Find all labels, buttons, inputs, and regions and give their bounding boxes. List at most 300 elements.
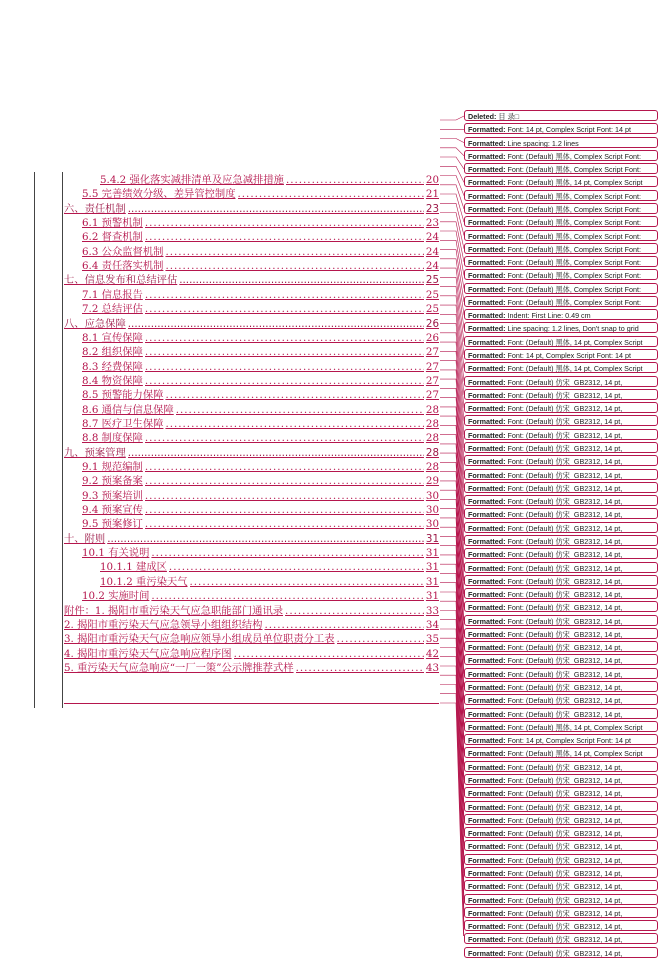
balloon-text: Font: (Default) 仿宋_GB2312, 14 pt, bbox=[507, 815, 623, 825]
toc-leader-dots bbox=[145, 332, 424, 344]
balloon-text: Font: (Default) 仿宋_GB2312, 14 pt, bbox=[507, 776, 623, 785]
balloon-label: Formatted: bbox=[468, 377, 506, 387]
balloon-text: Font: (Default) 仿宋_GB2312, 14 pt, bbox=[507, 802, 623, 812]
balloon-text: Line spacing: 1.2 lines bbox=[507, 138, 579, 148]
balloon-text: Font: (Default) 黑体, Complex Script Font: bbox=[507, 231, 641, 241]
toc-leader-dots bbox=[145, 289, 424, 301]
revision-balloon[interactable] bbox=[464, 681, 658, 692]
toc-entry-title: 8.3 经费保障 bbox=[82, 360, 143, 373]
revision-balloon[interactable] bbox=[464, 721, 658, 732]
balloon-text: Font: (Default) 仿宋_GB2312, 14 pt, bbox=[507, 603, 623, 613]
balloon-text: Font: (Default) 仿宋_GB2312, 14 pt, bbox=[507, 922, 623, 932]
toc-entry-page: 31 bbox=[425, 575, 439, 588]
balloon-text: Font: (Default) 仿宋_GB2312, 14 pt, bbox=[507, 683, 623, 693]
revision-end-line bbox=[64, 703, 439, 704]
toc-leader-dots bbox=[145, 231, 424, 243]
toc-entry[interactable] bbox=[64, 402, 439, 416]
revision-balloon[interactable] bbox=[464, 867, 658, 878]
revision-balloon[interactable] bbox=[464, 801, 658, 812]
revision-balloon[interactable] bbox=[464, 920, 658, 931]
balloon-text: Font: (Default) 仿宋_GB2312, 14 pt, bbox=[507, 430, 623, 440]
revision-balloon[interactable] bbox=[464, 442, 658, 453]
balloon-label: Formatted: bbox=[468, 497, 506, 507]
balloon-label: Formatted: bbox=[468, 590, 506, 600]
toc-entry[interactable] bbox=[64, 359, 439, 373]
revision-balloon[interactable] bbox=[464, 854, 658, 865]
toc-leader-dots bbox=[234, 648, 424, 660]
toc-entry-title: 8.4 物资保障 bbox=[82, 374, 143, 387]
revision-balloon[interactable] bbox=[464, 907, 658, 918]
toc-entry-title: 十、附则 bbox=[64, 532, 106, 545]
balloon-text: Font: (Default) 仿宋_GB2312, 14 pt, bbox=[507, 590, 623, 600]
revision-balloon[interactable] bbox=[464, 827, 658, 838]
revision-balloon[interactable] bbox=[464, 163, 658, 174]
balloon-label: Formatted: bbox=[468, 563, 506, 573]
toc-entry[interactable] bbox=[64, 459, 439, 473]
balloon-text: Font: (Default) 黑体, Complex Script Font: bbox=[507, 244, 641, 254]
toc-entry-page: 24 bbox=[425, 231, 439, 244]
toc-entry-page: 23 bbox=[425, 202, 439, 215]
toc-entry-title: 9.2 预案备案 bbox=[82, 475, 143, 488]
toc-entry[interactable] bbox=[64, 272, 439, 286]
toc-entry-page: 35 bbox=[425, 633, 439, 646]
balloon-label: Formatted: bbox=[468, 483, 506, 493]
balloon-text: Font: (Default) 仿宋_GB2312, 14 pt, bbox=[507, 855, 623, 865]
revision-balloon[interactable] bbox=[464, 615, 658, 626]
toc-entry-title: 5.4.2 强化落实减排清单及应急减排措施 bbox=[100, 174, 284, 186]
toc-leader-dots bbox=[285, 605, 424, 617]
revision-balloon[interactable] bbox=[464, 814, 658, 825]
toc-entry-title: 8.7 医疗卫生保障 bbox=[82, 417, 164, 430]
balloon-text: Font: (Default) 黑体, 14 pt, Complex Script bbox=[507, 178, 643, 188]
revision-balloon[interactable] bbox=[464, 894, 658, 905]
balloon-text: Font: (Default) 仿宋_GB2312, 14 pt, bbox=[507, 643, 623, 653]
revision-balloon[interactable] bbox=[464, 322, 658, 333]
toc-entry-title: 9.1 规范编制 bbox=[82, 461, 143, 473]
toc-entry-page: 33 bbox=[425, 604, 439, 617]
balloon-label: Formatted: bbox=[468, 789, 506, 799]
toc-entry-title: 附件：1. 揭阳市重污染天气应急职能部门通讯录 bbox=[64, 604, 284, 617]
toc-entry-page: 24 bbox=[425, 245, 439, 258]
balloon-label: Formatted: bbox=[468, 324, 506, 334]
balloon-label: Formatted: bbox=[468, 550, 506, 560]
toc-entry-title: 6.2 督查机制 bbox=[82, 231, 143, 244]
balloon-text: Font: (Default) 黑体, 14 pt, Complex Script bbox=[507, 337, 643, 347]
balloon-text: Font: (Default) 仿宋_GB2312, 14 pt, bbox=[507, 444, 623, 453]
balloon-label: Formatted: bbox=[468, 125, 506, 135]
revision-balloon[interactable] bbox=[464, 110, 658, 121]
balloon-label: Formatted: bbox=[468, 736, 506, 746]
balloon-label: Formatted: bbox=[468, 218, 506, 228]
revision-balloon[interactable] bbox=[464, 787, 658, 798]
balloon-text: Font: 14 pt, Complex Script Font: 14 pt bbox=[507, 125, 631, 135]
revision-balloon[interactable] bbox=[464, 654, 658, 665]
revision-balloon[interactable] bbox=[464, 933, 658, 944]
toc-leader-dots bbox=[264, 619, 423, 631]
connector-line bbox=[440, 231, 464, 275]
toc-entry-page: 30 bbox=[425, 489, 439, 502]
toc-entry[interactable] bbox=[64, 617, 439, 631]
balloon-text: Font: 14 pt, Complex Script Font: 14 pt bbox=[507, 736, 631, 746]
toc-entry-page: 28 bbox=[425, 432, 439, 445]
balloon-label: Formatted: bbox=[468, 510, 506, 520]
toc-entry[interactable] bbox=[64, 574, 439, 588]
toc-entry-title: 4. 揭阳市重污染天气应急响应程序图 bbox=[64, 647, 232, 660]
toc-entry-page: 25 bbox=[425, 288, 439, 301]
revision-balloon[interactable] bbox=[464, 840, 658, 851]
balloon-text: Font: (Default) 仿宋_GB2312, 14 pt, bbox=[507, 656, 623, 666]
toc-entry[interactable] bbox=[64, 603, 439, 617]
revision-balloon[interactable] bbox=[464, 283, 658, 294]
toc-leader-dots bbox=[286, 174, 424, 186]
toc-entry[interactable] bbox=[64, 588, 439, 602]
balloon-label: Formatted: bbox=[468, 616, 506, 626]
balloon-text: Font: (Default) 黑体, Complex Script Font: bbox=[507, 151, 641, 161]
toc-leader-dots bbox=[107, 533, 424, 545]
balloon-text: 目 录□ bbox=[498, 112, 520, 121]
toc-leader-dots bbox=[128, 203, 424, 215]
balloon-text: Font: (Default) 仿宋_GB2312, 14 pt, bbox=[507, 842, 623, 852]
balloon-label: Formatted: bbox=[468, 271, 506, 281]
toc-entry[interactable] bbox=[64, 473, 439, 487]
toc-leader-dots bbox=[145, 375, 424, 387]
toc-entry-page: 30 bbox=[425, 504, 439, 517]
connector-line bbox=[440, 240, 464, 288]
toc-entry[interactable] bbox=[64, 316, 439, 330]
toc-entry-page: 28 bbox=[425, 403, 439, 416]
balloon-label: Formatted: bbox=[468, 191, 506, 201]
revision-balloon[interactable] bbox=[464, 880, 658, 891]
revision-balloon[interactable] bbox=[464, 429, 658, 440]
balloon-text: Font: (Default) 仿宋_GB2312, 14 pt, bbox=[507, 616, 623, 626]
balloon-text: Font: (Default) 仿宋_GB2312, 14 pt, bbox=[507, 550, 623, 560]
revision-balloon[interactable] bbox=[464, 628, 658, 639]
toc-entry-title: 6.3 公众监督机制 bbox=[82, 245, 164, 258]
revision-balloon[interactable] bbox=[464, 376, 658, 387]
balloon-text: Font: (Default) 仿宋_GB2312, 14 pt, bbox=[507, 563, 623, 573]
connector-line bbox=[440, 139, 464, 143]
revision-balloon[interactable] bbox=[464, 947, 658, 958]
toc-entry[interactable] bbox=[64, 631, 439, 645]
revision-balloon[interactable] bbox=[464, 761, 658, 772]
revision-balloon[interactable] bbox=[464, 522, 658, 533]
toc-entry-page: 31 bbox=[425, 547, 439, 560]
connector-line bbox=[440, 148, 464, 156]
toc-entry[interactable] bbox=[64, 215, 439, 229]
toc-entry[interactable] bbox=[64, 186, 439, 200]
balloon-text: Font: (Default) 仿宋_GB2312, 14 pt, bbox=[507, 497, 623, 507]
toc-leader-dots bbox=[145, 217, 424, 229]
connector-line bbox=[440, 203, 464, 235]
balloon-label: Formatted: bbox=[468, 683, 506, 693]
balloon-text: Font: (Default) 黑体, Complex Script Font: bbox=[507, 258, 641, 268]
revision-balloon[interactable] bbox=[464, 694, 658, 705]
toc-entry-page: 30 bbox=[425, 518, 439, 531]
toc-entry[interactable] bbox=[64, 301, 439, 315]
toc-leader-dots bbox=[145, 432, 424, 444]
toc-entry[interactable] bbox=[64, 516, 439, 530]
balloon-text: Font: (Default) 仿宋_GB2312, 14 pt, bbox=[507, 762, 623, 772]
toc-entry-title: 10.1.1 建成区 bbox=[100, 561, 167, 574]
toc-entry-page: 29 bbox=[425, 475, 439, 488]
revision-balloon[interactable] bbox=[464, 137, 658, 148]
balloon-label: Formatted: bbox=[468, 922, 506, 932]
balloon-text: Font: (Default) 仿宋_GB2312, 14 pt, bbox=[507, 908, 623, 918]
balloon-label: Formatted: bbox=[468, 722, 506, 732]
revision-balloon[interactable] bbox=[464, 508, 658, 519]
balloon-text: Font: (Default) 仿宋_GB2312, 14 pt, bbox=[507, 935, 623, 945]
revision-balloon[interactable] bbox=[464, 190, 658, 201]
toc-entry-title: 8.1 宣传保障 bbox=[82, 331, 143, 344]
toc-entry-title: 8.2 组织保障 bbox=[82, 346, 143, 359]
toc-entry-page: 42 bbox=[425, 647, 439, 660]
revision-balloon[interactable] bbox=[464, 575, 658, 586]
toc-entry-page: 24 bbox=[425, 260, 439, 273]
balloon-label: Formatted: bbox=[468, 138, 506, 148]
toc-entry-title: 8.6 通信与信息保障 bbox=[82, 403, 174, 416]
balloon-label: Formatted: bbox=[468, 390, 506, 400]
connector-line bbox=[440, 166, 464, 182]
balloon-label: Formatted: bbox=[468, 430, 506, 440]
balloon-label: Formatted: bbox=[468, 895, 506, 905]
connector-line bbox=[440, 250, 464, 302]
balloon-label: Formatted: bbox=[468, 470, 506, 480]
toc-entry[interactable] bbox=[64, 646, 439, 660]
toc-entry[interactable] bbox=[64, 229, 439, 243]
balloon-text: Font: (Default) 仿宋_GB2312, 14 pt, bbox=[507, 868, 623, 878]
balloon-text: Font: (Default) 黑体, 14 pt, Complex Script bbox=[507, 722, 643, 732]
revision-balloon[interactable] bbox=[464, 402, 658, 413]
toc-entry-page: 27 bbox=[425, 346, 439, 359]
revision-balloon[interactable] bbox=[464, 349, 658, 360]
balloon-label: Formatted: bbox=[468, 244, 506, 254]
revision-balloon[interactable] bbox=[464, 216, 658, 227]
toc-leader-dots bbox=[176, 404, 424, 416]
balloon-label: Formatted: bbox=[468, 404, 506, 414]
balloon-label: Formatted: bbox=[468, 444, 506, 453]
revision-balloon[interactable] bbox=[464, 708, 658, 719]
balloon-label: Formatted: bbox=[468, 457, 506, 467]
toc-leader-dots bbox=[190, 576, 424, 588]
toc-entry[interactable] bbox=[64, 387, 439, 401]
revision-balloon[interactable] bbox=[464, 668, 658, 679]
balloon-label: Formatted: bbox=[468, 762, 506, 772]
revision-balloon[interactable] bbox=[464, 309, 658, 320]
revision-balloon[interactable] bbox=[464, 176, 658, 187]
toc-entry-title: 7.1 信息报告 bbox=[82, 288, 143, 301]
toc-entry-page: 31 bbox=[425, 590, 439, 603]
connector-line bbox=[440, 157, 464, 169]
balloon-label: Formatted: bbox=[468, 868, 506, 878]
toc-entry-title: 七、信息发布和总结评估 bbox=[64, 274, 178, 287]
toc-leader-dots bbox=[165, 389, 423, 401]
revision-balloon[interactable] bbox=[464, 601, 658, 612]
balloon-text: Font: 14 pt, Complex Script Font: 14 pt bbox=[507, 351, 631, 361]
balloon-label: Formatted: bbox=[468, 948, 506, 958]
balloon-text: Font: (Default) 仿宋_GB2312, 14 pt, bbox=[507, 510, 623, 520]
revision-balloon[interactable] bbox=[464, 747, 658, 758]
toc-entry-page: 43 bbox=[425, 661, 439, 674]
toc-entry[interactable] bbox=[64, 545, 439, 559]
balloon-text: Font: (Default) 仿宋_GB2312, 14 pt, bbox=[507, 390, 623, 400]
toc-entry[interactable] bbox=[64, 559, 439, 573]
toc-entry[interactable] bbox=[64, 531, 439, 545]
toc-leader-dots bbox=[296, 662, 424, 674]
balloon-text: Font: (Default) 仿宋_GB2312, 14 pt, bbox=[507, 470, 623, 480]
toc-leader-dots bbox=[337, 633, 424, 645]
balloon-text: Line spacing: 1.2 lines, Don't snap to grid bbox=[507, 324, 639, 334]
balloon-label: Formatted: bbox=[468, 829, 506, 839]
balloon-text: Font: (Default) 仿宋_GB2312, 14 pt, bbox=[507, 789, 623, 799]
revision-balloon[interactable] bbox=[464, 455, 658, 466]
toc-entry-page: 25 bbox=[425, 274, 439, 287]
toc-entry-title: 6.1 预警机制 bbox=[82, 217, 143, 230]
revision-balloon[interactable] bbox=[464, 469, 658, 480]
balloon-text: Font: (Default) 黑体, Complex Script Font: bbox=[507, 204, 641, 214]
revision-balloon[interactable] bbox=[464, 734, 658, 745]
toc-leader-dots bbox=[179, 274, 424, 286]
balloon-text: Font: (Default) 仿宋_GB2312, 14 pt, bbox=[507, 536, 623, 546]
revision-balloon[interactable] bbox=[464, 562, 658, 573]
revision-balloon[interactable] bbox=[464, 548, 658, 559]
balloon-label: Formatted: bbox=[468, 669, 506, 679]
revision-balloon[interactable] bbox=[464, 269, 658, 280]
balloon-text: Font: (Default) 仿宋_GB2312, 14 pt, bbox=[507, 377, 623, 387]
toc-entry[interactable] bbox=[64, 172, 439, 186]
toc-entry-page: 20 bbox=[425, 174, 439, 186]
toc-leader-dots bbox=[169, 561, 424, 573]
balloon-text: Font: (Default) 黑体, Complex Script Font: bbox=[507, 165, 641, 175]
balloon-label: Formatted: bbox=[468, 417, 506, 427]
balloon-text: Font: (Default) 仿宋_GB2312, 14 pt, bbox=[507, 696, 623, 706]
toc-entry-title: 5.5 完善绩效分级、差异管控制度 bbox=[82, 188, 236, 201]
balloon-text: Font: (Default) 黑体, 14 pt, Complex Script bbox=[507, 749, 643, 759]
toc-leader-dots bbox=[145, 518, 424, 530]
revision-balloon[interactable] bbox=[464, 150, 658, 161]
toc-entry[interactable] bbox=[64, 258, 439, 272]
revision-balloon[interactable] bbox=[464, 296, 658, 307]
toc-entry[interactable] bbox=[64, 430, 439, 444]
revision-balloon[interactable] bbox=[464, 774, 658, 785]
balloon-label: Formatted: bbox=[468, 656, 506, 666]
balloon-label: Formatted: bbox=[468, 908, 506, 918]
toc-entry-page: 21 bbox=[425, 188, 439, 201]
toc-entry-title: 7.2 总结评估 bbox=[82, 303, 143, 316]
revision-balloon[interactable] bbox=[464, 256, 658, 267]
balloon-text: Indent: First Line: 0.49 cm bbox=[507, 311, 591, 321]
balloon-text: Font: (Default) 仿宋_GB2312, 14 pt, bbox=[507, 829, 623, 839]
toc-entry-page: 31 bbox=[425, 532, 439, 545]
connector-line bbox=[440, 351, 464, 448]
balloon-label: Formatted: bbox=[468, 629, 506, 639]
toc-entry-title: 八、应急保障 bbox=[64, 317, 126, 330]
toc-entry[interactable] bbox=[64, 488, 439, 502]
toc-leader-dots bbox=[145, 346, 424, 358]
balloon-label: Formatted: bbox=[468, 855, 506, 865]
balloon-label: Formatted: bbox=[468, 258, 506, 268]
toc-entry-title: 10.1 有关说明 bbox=[82, 547, 150, 560]
balloon-label: Formatted: bbox=[468, 337, 506, 347]
balloon-label: Formatted: bbox=[468, 151, 506, 161]
revision-balloon[interactable] bbox=[464, 588, 658, 599]
balloon-text: Font: (Default) 仿宋_GB2312, 14 pt, bbox=[507, 709, 623, 719]
balloon-text: Font: (Default) 仿宋_GB2312, 14 pt, bbox=[507, 895, 623, 905]
toc-leader-dots bbox=[151, 590, 424, 602]
toc-leader-dots bbox=[145, 504, 424, 516]
revision-balloon[interactable] bbox=[464, 243, 658, 254]
toc-entry[interactable] bbox=[64, 502, 439, 516]
balloon-label: Formatted: bbox=[468, 709, 506, 719]
balloon-label: Formatted: bbox=[468, 603, 506, 613]
revision-balloon[interactable] bbox=[464, 482, 658, 493]
balloon-label: Formatted: bbox=[468, 815, 506, 825]
toc-leader-dots bbox=[145, 475, 424, 487]
revision-balloon[interactable] bbox=[464, 495, 658, 506]
toc-entry[interactable] bbox=[64, 244, 439, 258]
revision-balloon[interactable] bbox=[464, 123, 658, 134]
toc-entry[interactable] bbox=[64, 201, 439, 215]
connector-line bbox=[440, 176, 464, 196]
toc-entry-title: 10.2 实施时间 bbox=[82, 590, 150, 603]
toc-entry[interactable] bbox=[64, 287, 439, 301]
balloon-label: Formatted: bbox=[468, 178, 506, 188]
toc-leader-dots bbox=[165, 418, 423, 430]
connector-line bbox=[440, 116, 464, 120]
balloon-label: Formatted: bbox=[468, 776, 506, 785]
toc-entry[interactable] bbox=[64, 445, 439, 459]
revision-balloon[interactable] bbox=[464, 641, 658, 652]
toc-leader-dots bbox=[165, 246, 423, 258]
toc-entry-page: 34 bbox=[425, 618, 439, 631]
balloon-text: Font: (Default) 黑体, Complex Script Font: bbox=[507, 284, 641, 294]
balloon-text: Font: (Default) 仿宋_GB2312, 14 pt, bbox=[507, 417, 623, 427]
balloon-label: Formatted: bbox=[468, 696, 506, 706]
revision-balloon[interactable] bbox=[464, 203, 658, 214]
toc-entry-title: 9.5 预案修订 bbox=[82, 518, 143, 531]
toc-entry[interactable] bbox=[64, 416, 439, 430]
toc-entry-page: 27 bbox=[425, 389, 439, 402]
revision-balloon[interactable] bbox=[464, 389, 658, 400]
toc-entry-title: 六、责任机制 bbox=[64, 202, 126, 215]
revision-balloon[interactable] bbox=[464, 535, 658, 546]
toc-leader-dots bbox=[145, 490, 424, 502]
toc-entry[interactable] bbox=[64, 344, 439, 358]
balloon-text: Font: (Default) 黑体, Complex Script Font: bbox=[507, 297, 641, 307]
toc-entry-page: 28 bbox=[425, 461, 439, 473]
toc-entry-page: 31 bbox=[425, 561, 439, 574]
toc-entry-page: 27 bbox=[425, 360, 439, 373]
revision-balloon[interactable] bbox=[464, 230, 658, 241]
toc-entry-title: 9.4 预案宣传 bbox=[82, 504, 143, 517]
revision-balloon[interactable] bbox=[464, 336, 658, 347]
toc-leader-dots bbox=[145, 361, 424, 373]
toc-leader-dots bbox=[165, 260, 423, 272]
toc-entry-page: 25 bbox=[425, 303, 439, 316]
toc-leader-dots bbox=[145, 461, 424, 473]
toc-entry-title: 3. 揭阳市重污染天气应急响应领导小组成员单位职责分工表 bbox=[64, 633, 335, 646]
toc-entry-page: 27 bbox=[425, 374, 439, 387]
toc-entry-title: 6.4 责任落实机制 bbox=[82, 260, 164, 273]
toc-entry[interactable] bbox=[64, 373, 439, 387]
revision-balloon[interactable] bbox=[464, 415, 658, 426]
toc-entry[interactable] bbox=[64, 330, 439, 344]
balloon-label: Formatted: bbox=[468, 231, 506, 241]
toc-entry-title: 10.1.2 重污染天气 bbox=[100, 575, 188, 588]
balloon-text: Font: (Default) 仿宋_GB2312, 14 pt, bbox=[507, 483, 623, 493]
toc-entry[interactable] bbox=[64, 660, 439, 674]
revision-balloon[interactable] bbox=[464, 362, 658, 373]
balloon-label: Formatted: bbox=[468, 643, 506, 653]
